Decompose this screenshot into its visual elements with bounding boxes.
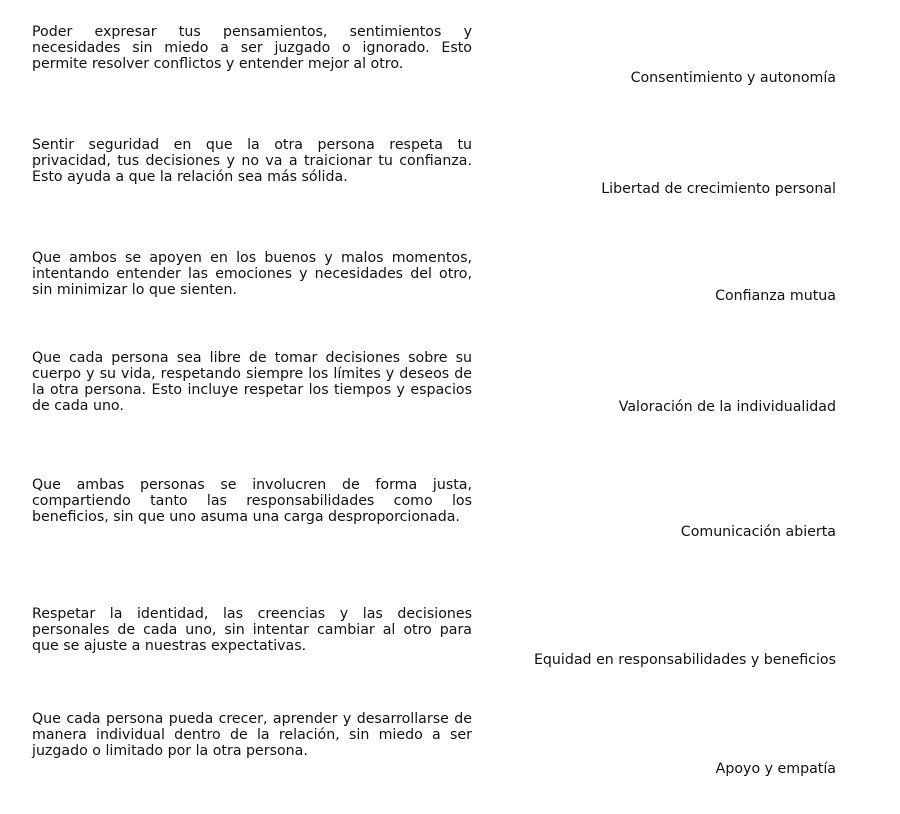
concept-label: Valoración de la individualidad	[618, 399, 836, 415]
concept-label: Apoyo y empatía	[715, 761, 836, 777]
definition-text: Que ambos se apoyen en los buenos y malos momentos, intentando entender las emociones y necesidades del otro, sin minimizar lo que sienten.	[32, 250, 472, 298]
row-5	[0, 477, 900, 577]
concept-label: Confianza mutua	[715, 288, 836, 304]
row-3	[0, 250, 900, 350]
definition-text: Que ambas personas se involucren de forma justa, compartiendo tanto las responsabilidades como los beneficios, sin que uno asuma una carga desproporcionada.	[32, 477, 472, 525]
concept-label: Comunicación abierta	[680, 524, 836, 540]
row-2	[0, 137, 900, 237]
definition-text: Que cada persona pueda crecer, aprender y desarrollarse de manera individual dentro de la relación, sin miedo a ser juzgado o limitado por la otra persona.	[32, 711, 472, 759]
definition-text: Poder expresar tus pensamientos, sentimientos y necesidades sin miedo a ser juzgado o ignorado. Esto permite resolver conflictos y entender mejor al otro.	[32, 24, 472, 72]
row-4	[0, 350, 900, 450]
row-1	[0, 24, 900, 124]
definition-text: Sentir seguridad en que la otra persona respeta tu privacidad, tus decisiones y no va a traicionar tu confianza. Esto ayuda a que la relación sea más sólida.	[32, 137, 472, 185]
concept-label: Consentimiento y autonomía	[630, 70, 836, 86]
definition-text: Respetar la identidad, las creencias y las decisiones personales de cada uno, sin intentar cambiar al otro para que se ajuste a nuestras expectativas.	[32, 606, 472, 654]
row-7	[0, 711, 900, 811]
concept-label: Equidad en responsabilidades y beneficios	[533, 652, 836, 668]
row-6	[0, 606, 900, 706]
concept-label: Libertad de crecimiento personal	[601, 181, 836, 197]
definition-text: Que cada persona sea libre de tomar decisiones sobre su cuerpo y su vida, respetando siempre los límites y deseos de la otra persona. Esto incluye respetar los tiempos y espacios de cada uno.	[32, 350, 472, 414]
